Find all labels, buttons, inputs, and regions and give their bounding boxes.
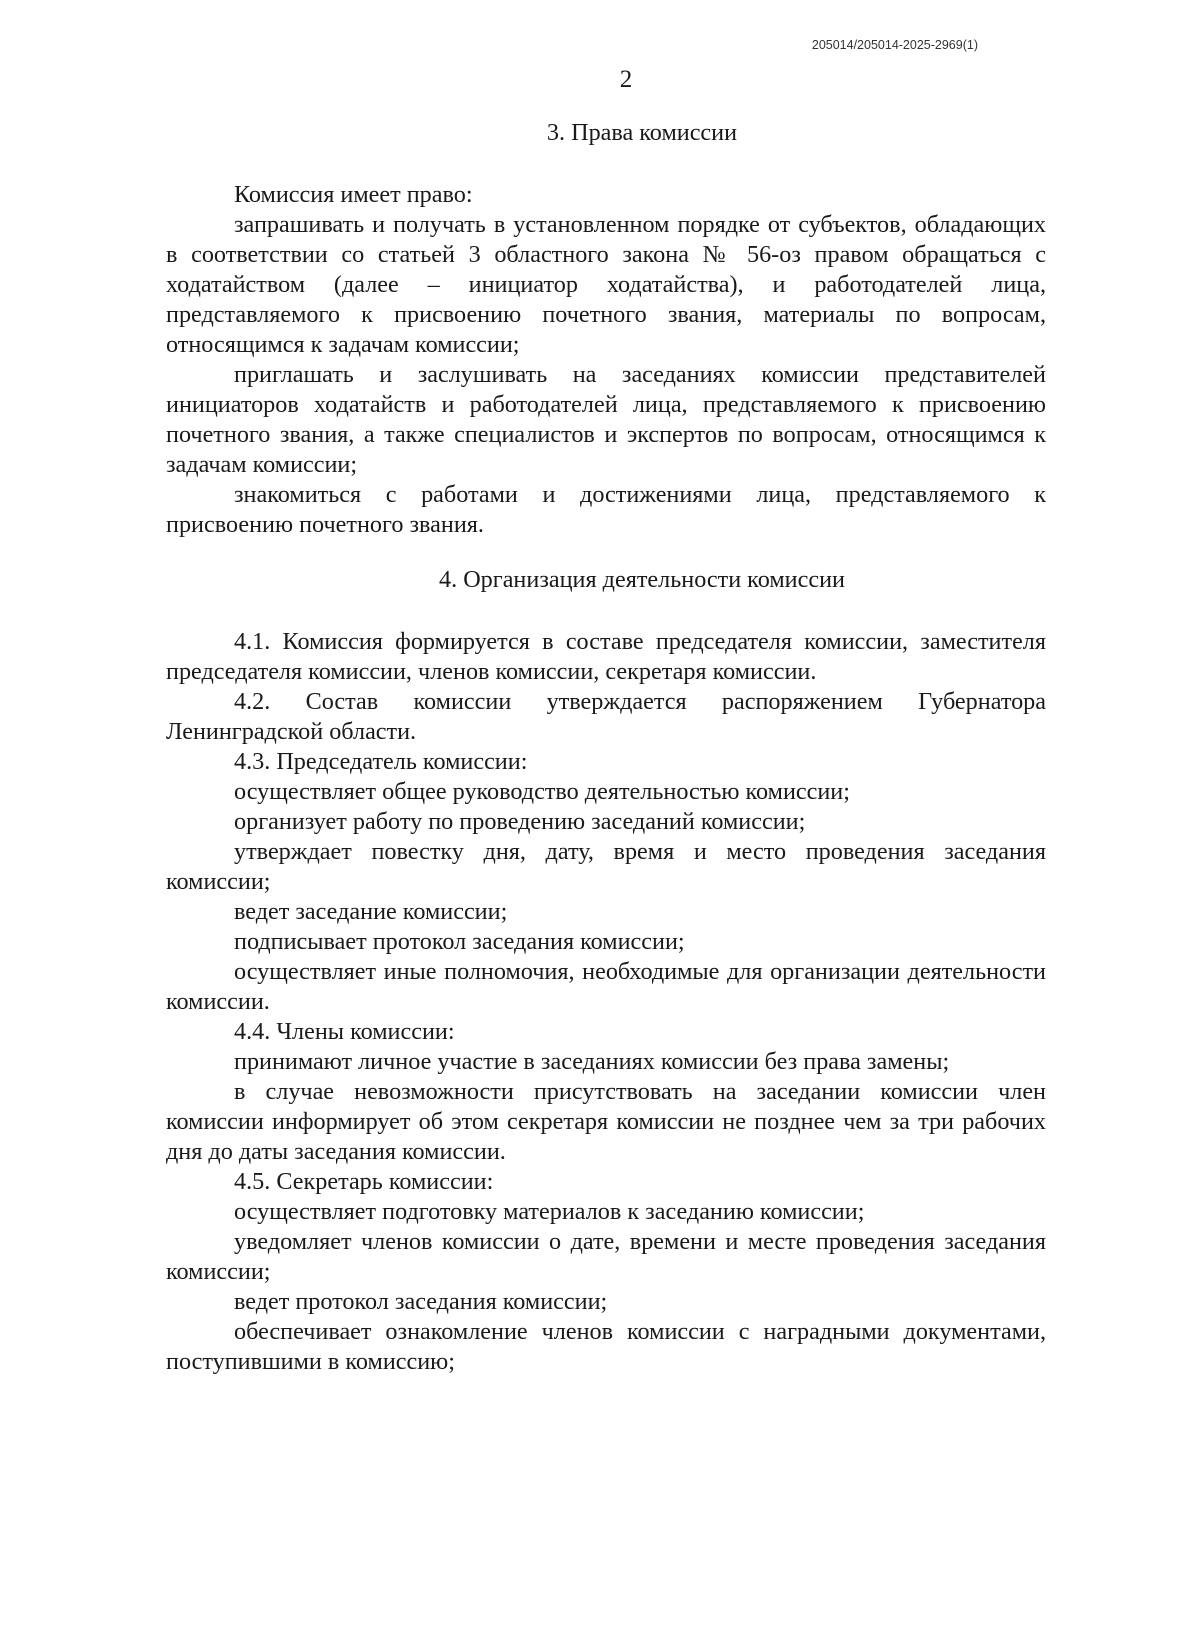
section-4-paragraph: в случае невозможности присутствовать на заседании комиссии член комиссии информирует об этом секретаря комиссии не позднее чем за три рабочих дня до даты заседания комиссии. (166, 1078, 1046, 1165)
section-4 (166, 565, 1046, 1377)
section-3-paragraph: запрашивать и получать в установленном порядке от субъектов, обладающих в соответствии со статьей 3 областного закона № 56-оз правом обращаться с ходатайством (далее – инициатор ходатайства), и работодателей лица, представляемого к присвоению почетного звания, материалы по вопросам, относящимся к задачам комиссии; (166, 211, 1046, 358)
section-4-paragraph: ведет заседание комиссии; (234, 898, 508, 925)
section-4-paragraph: утверждает повестку дня, дату, время и место проведения заседания комиссии; (166, 838, 1046, 895)
document-id: 205014/205014-2025-2969(1) (811, 38, 978, 52)
section-4-paragraph: организует работу по проведению заседаний комиссии; (234, 808, 806, 835)
section-3-paragraph: знакомиться с работами и достижениями лица, представляемого к присвоению почетного звания. (166, 481, 1046, 538)
section-4-paragraph: осуществляет подготовку материалов к заседанию комиссии; (234, 1198, 865, 1225)
section-4-paragraph: 4.2. Состав комиссии утверждается распоряжением Губернатора Ленинградской области. (166, 688, 1046, 745)
section-4-paragraph: уведомляет членов комиссии о дате, времени и месте проведения заседания комиссии; (166, 1228, 1046, 1285)
section-4-paragraph: ведет протокол заседания комиссии; (234, 1288, 608, 1315)
section-4-paragraph: подписывает протокол заседания комиссии; (234, 928, 685, 955)
section-4-paragraph: 4.4. Члены комиссии: (234, 1018, 455, 1045)
section-4-title: 4. Организация деятельности комиссии (439, 566, 845, 593)
section-3-paragraph: приглашать и заслушивать на заседаниях комиссии представителей инициаторов ходатайств и работодателей лица, представляемого к присвоению почетного звания, а также специалистов и экспертов по вопросам, относящимся к задачам комиссии; (166, 361, 1046, 478)
section-3 (166, 118, 1046, 540)
section-4-paragraph: 4.3. Председатель комиссии: (234, 748, 528, 775)
section-4-paragraph: 4.5. Секретарь комиссии: (234, 1168, 494, 1195)
section-3-paragraph: Комиссия имеет право: (234, 181, 473, 208)
section-4-paragraph: осуществляет общее руководство деятельностью комиссии; (234, 778, 850, 805)
section-3-title: 3. Права комиссии (546, 119, 738, 146)
section-4-paragraph: обеспечивает ознакомление членов комиссии с наградными документами, поступившими в комиссию; (166, 1318, 1046, 1375)
page-number: 2 (619, 66, 633, 93)
section-4-paragraph: 4.1. Комиссия формируется в составе председателя комиссии, заместителя председателя комиссии, членов комиссии, секретаря комиссии. (166, 628, 1046, 685)
section-4-paragraph: осуществляет иные полномочия, необходимые для организации деятельности комиссии. (166, 958, 1046, 1015)
section-4-paragraph: принимают личное участие в заседаниях комиссии без права замены; (234, 1048, 950, 1075)
